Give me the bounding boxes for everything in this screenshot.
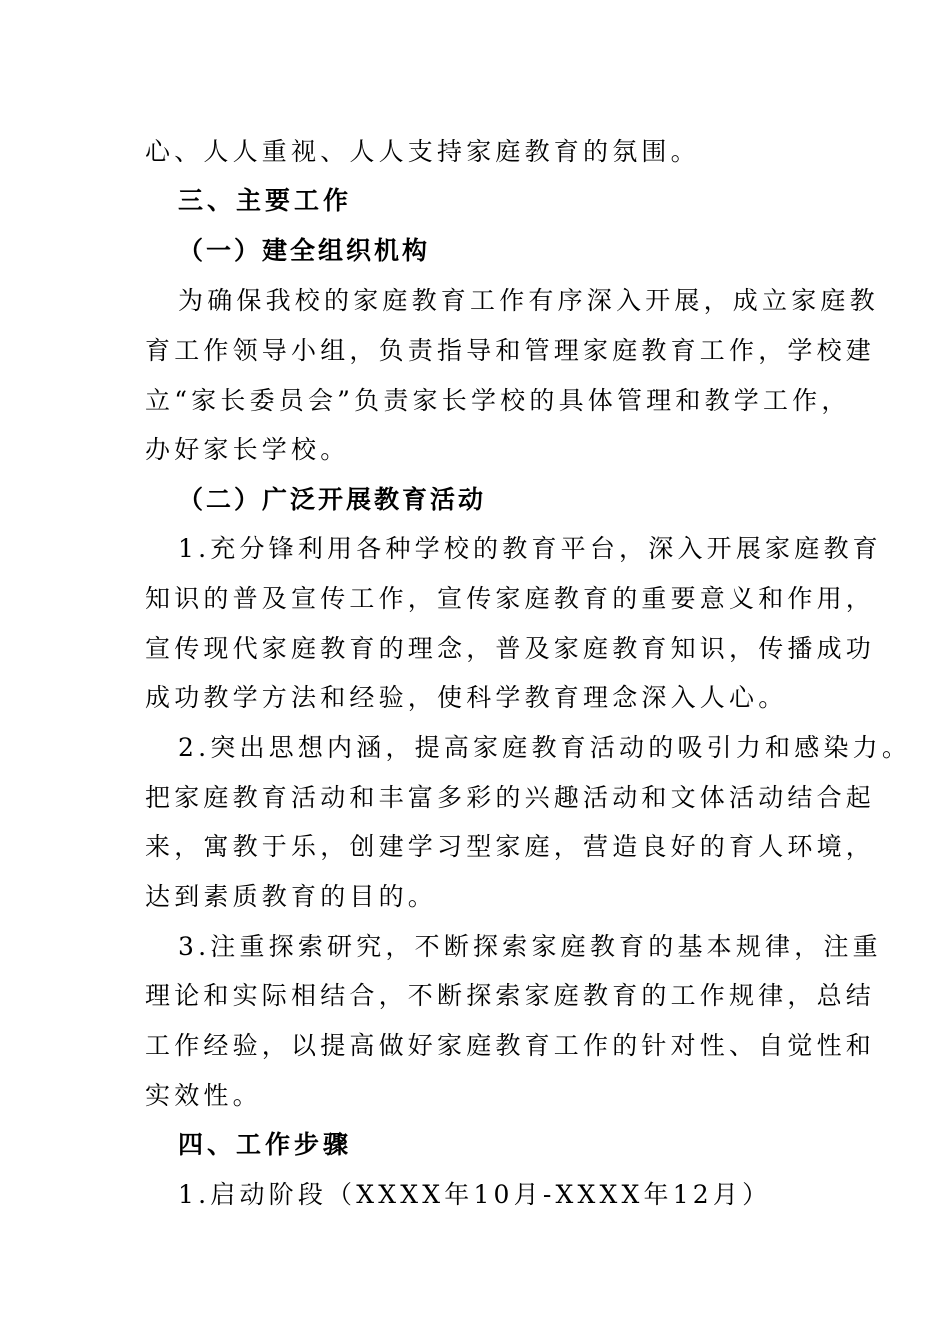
paragraph-line: 知识的普及宣传工作，宣传家庭教育的重要意义和作用， <box>145 584 876 613</box>
paragraph-line: 3.注重探索研究，不断探索家庭教育的基本规律，注重 <box>178 932 882 961</box>
section-heading-work-steps: 四、工作步骤 <box>178 1130 353 1159</box>
subsection-heading-organization: （一）建全组织机构 <box>178 236 431 265</box>
paragraph-line: 为确保我校的家庭教育工作有序深入开展，成立家庭教 <box>178 286 879 315</box>
paragraph-line: 办好家长学校。 <box>145 435 350 464</box>
paragraph-line: 1.启动阶段（XXXX年10月-XXXX年12月） <box>178 1180 772 1209</box>
section-heading-main-work: 三、主要工作 <box>178 186 353 215</box>
paragraph-line: 把家庭教育活动和丰富多彩的兴趣活动和文体活动结合起 <box>145 783 876 812</box>
paragraph-line: 理论和实际相结合，不断探索家庭教育的工作规律，总结 <box>145 981 876 1010</box>
paragraph-line: 立“家长委员会”负责家长学校的具体管理和教学工作， <box>145 386 851 415</box>
paragraph-line: 成功教学方法和经验，使科学教育理念深入人心。 <box>145 683 788 712</box>
paragraph-continuation: 心、人人重视、人人支持家庭教育的氛围。 <box>145 137 700 166</box>
paragraph-line: 2.突出思想内涵，提高家庭教育活动的吸引力和感染力。 <box>178 733 912 762</box>
paragraph-line: 1.充分锋利用各种学校的教育平台，深入开展家庭教育 <box>178 534 882 563</box>
paragraph-line: 育工作领导小组，负责指导和管理家庭教育工作，学校建 <box>145 336 876 365</box>
paragraph-line: 实效性。 <box>145 1081 262 1110</box>
paragraph-line: 工作经验，以提高做好家庭教育工作的针对性、自觉性和 <box>145 1031 876 1060</box>
paragraph-line: 达到素质教育的目的。 <box>145 882 438 911</box>
subsection-heading-activities: （二）广泛开展教育活动 <box>178 485 487 514</box>
paragraph-line: 宣传现代家庭教育的理念，普及家庭教育知识，传播成功 <box>145 634 876 663</box>
paragraph-line: 来，寓教于乐，创建学习型家庭，营造良好的育人环境， <box>145 832 876 861</box>
